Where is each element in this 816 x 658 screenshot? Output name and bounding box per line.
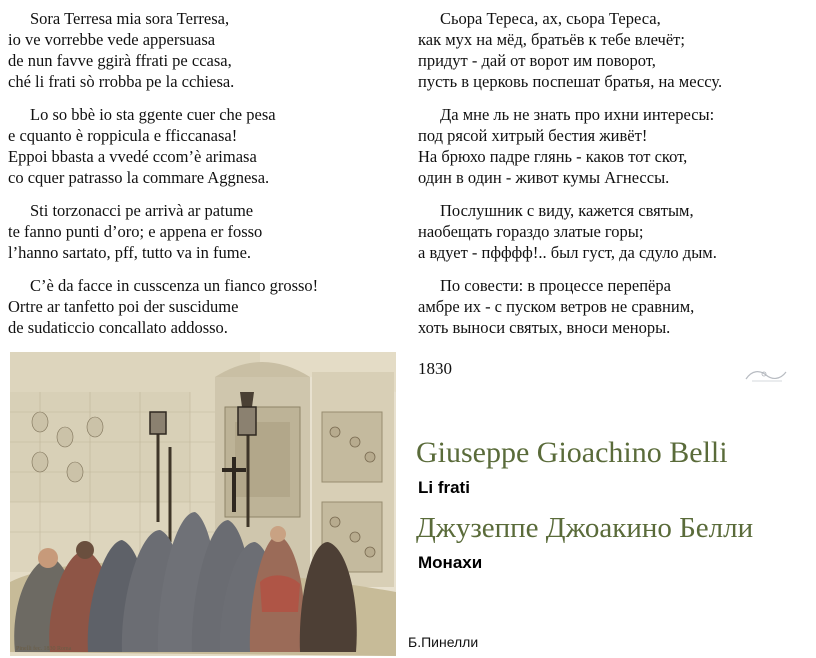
- poem-line: Послушник с виду, кажется святым,: [440, 201, 694, 220]
- poem-line: хоть выноси святых, вноси меноры.: [418, 318, 671, 337]
- poem-line: Sora Terresa mia sora Terresa,: [30, 9, 230, 28]
- stanza-it-2: [8, 104, 403, 188]
- poem-line: de sudaticcio concallato addosso.: [8, 318, 228, 337]
- monks-procession-illustration: [10, 352, 396, 656]
- stanza-it-4: [8, 275, 403, 338]
- poem-line: ché li frati sò rrobba pe la cchiesa.: [8, 72, 235, 91]
- author-name-italian: Giuseppe Gioachino Belli: [416, 436, 728, 469]
- poem-line: Eppoi bbasta a vvedé ccom’è arimasa: [8, 147, 257, 166]
- stanza-it-1: [8, 8, 403, 92]
- stanza-ru-3: [418, 200, 808, 263]
- poem-year: 1830: [418, 359, 452, 378]
- stanza-it-3: [8, 200, 403, 263]
- poem-line: de nun favve ggirà ffrati pe ccasa,: [8, 51, 232, 70]
- poem-line: а вдует - пфффф!.. был густ, да сдуло дым.: [418, 243, 717, 262]
- poem-russian: [418, 8, 808, 350]
- poem-line: l’hanno sartato, pff, tutto va in fume.: [8, 243, 252, 262]
- poem-title-russian: Монахи: [418, 553, 483, 572]
- poem-line: C’è da facce in cusscenza un fianco grosso!: [30, 276, 319, 295]
- poem-line: e cquanto è roppicula e fficcanasa!: [8, 126, 238, 145]
- poem-title-italian: Li frati: [418, 478, 470, 497]
- stanza-ru-4: [418, 275, 808, 338]
- poem-line: Sti torzonacci pe arrivà ar patume: [30, 201, 254, 220]
- stanza-ru-1: [418, 8, 808, 92]
- poem-line: io ve vorrebbe vede appersuasa: [8, 30, 216, 49]
- poem-line: как мух на мёд, братьёв к тебе влечёт;: [418, 30, 685, 49]
- poem-line: Lo so bbè io sta ggente cuer che pesa: [30, 105, 276, 124]
- poem-line: наобещать гораздо златые горы;: [418, 222, 644, 241]
- illustrator-credit: Б.Пинелли: [408, 634, 479, 650]
- poem-line: Сьора Тереса, ах, сьора Тереса,: [440, 9, 661, 28]
- author-name-russian: Джузеппе Джоакино Белли: [416, 512, 754, 544]
- poem-line: На брюхо падре глянь - каков тот скот,: [418, 147, 688, 166]
- poem-line: Да мне ль не знать про ихни интересы:: [440, 105, 715, 124]
- poem-italian: [8, 8, 403, 350]
- poem-line: амбре их - с пуском ветров не сравним,: [418, 297, 695, 316]
- poem-line: По совести: в процессе перепёра: [440, 276, 671, 295]
- poem-line: Ortre ar tanfetto poi der suscidume: [8, 297, 239, 316]
- illustration-caption: Pinelli fec. 1830 Roma: [16, 646, 72, 652]
- poem-line: co cquer patrasso la commare Aggnesa.: [8, 168, 270, 187]
- poem-line: один в один - живот кумы Агнессы.: [418, 168, 670, 187]
- poem-line: te fanno punti d’oro; e appena er fosso: [8, 222, 263, 241]
- poem-line: под рясой хитрый бестия живёт!: [418, 126, 648, 145]
- small-seal-icon: [742, 366, 790, 384]
- poem-line: пусть в церковь поспешат братья, на мессу.: [418, 72, 723, 91]
- stanza-ru-2: [418, 104, 808, 188]
- poem-line: придут - дай от ворот им поворот,: [418, 51, 656, 70]
